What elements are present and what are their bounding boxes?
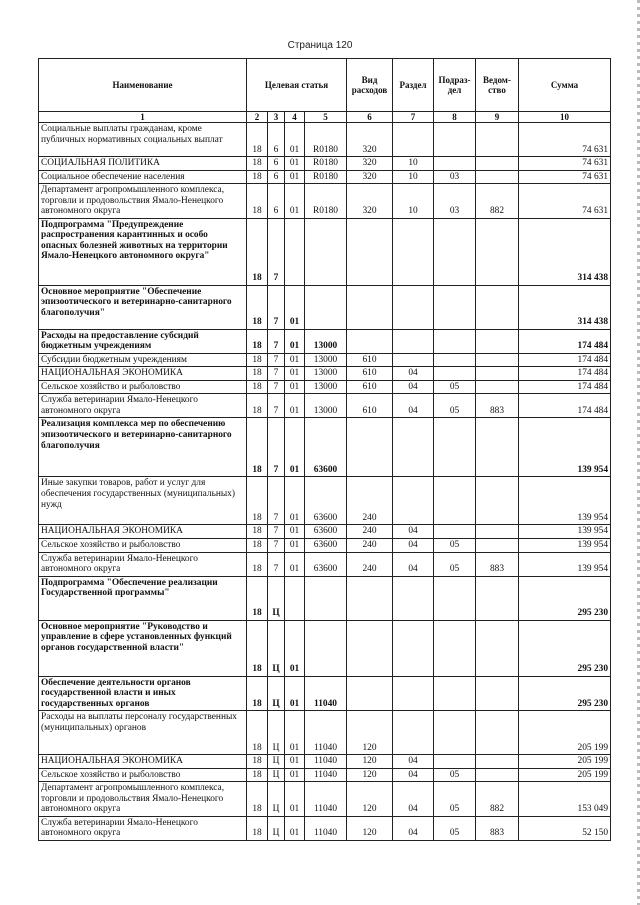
department-code [476, 525, 519, 539]
table-row [39, 576, 611, 620]
expense-type: 320 [347, 170, 393, 184]
target-code-part [305, 218, 347, 285]
target-code-part: 7 [268, 218, 285, 285]
target-code-part: 18 [247, 477, 268, 525]
table-row [39, 525, 611, 539]
table-row [39, 184, 611, 219]
row-name: Департамент агропромышленного комплекса, торговли и продовольствия Ямало-Ненецкого автономного округа [39, 184, 247, 219]
row-name: Сельское хозяйство и рыболовство [39, 768, 247, 782]
department-code [476, 768, 519, 782]
target-code-part [285, 576, 305, 620]
expense-type: 320 [347, 123, 393, 157]
row-sum: 139 954 [519, 538, 611, 552]
department-code [476, 538, 519, 552]
section-code: 10 [393, 157, 434, 171]
table-row [39, 782, 611, 817]
row-name: Подпрограмма "Предупреждение распространения карантинных и особо опасных болезней животных на территории Ямало-Ненецкого автономного округа" [39, 218, 247, 285]
row-name: Сельское хозяйство и рыболовство [39, 380, 247, 394]
subsection-code [434, 477, 476, 525]
department-code: 882 [476, 184, 519, 219]
row-sum: 139 954 [519, 552, 611, 576]
subsection-code [434, 620, 476, 676]
target-code-part: R0180 [305, 170, 347, 184]
row-name: Основное мероприятие "Руководство и управление в сфере установленных функций органов государственной власти" [39, 620, 247, 676]
department-code [476, 353, 519, 367]
row-sum: 205 199 [519, 755, 611, 769]
section-code: 04 [393, 538, 434, 552]
table-row [39, 418, 611, 477]
target-code-part: 01 [285, 353, 305, 367]
department-code [476, 755, 519, 769]
expense-type [347, 620, 393, 676]
table-row [39, 218, 611, 285]
subsection-code [434, 123, 476, 157]
target-code-part: 18 [247, 576, 268, 620]
department-code [476, 170, 519, 184]
target-code-part: 01 [285, 538, 305, 552]
row-sum: 74 631 [519, 170, 611, 184]
subsection-code [434, 711, 476, 755]
target-code-part: 01 [285, 768, 305, 782]
target-code-part: 18 [247, 285, 268, 329]
subsection-code [434, 157, 476, 171]
section-code [393, 711, 434, 755]
table-row [39, 394, 611, 418]
target-code-part: 01 [285, 170, 305, 184]
target-code-part [305, 285, 347, 329]
table-row [39, 711, 611, 755]
row-name: Служба ветеринарии Ямало-Ненецкого автономного округа [39, 816, 247, 840]
target-code-part: 6 [268, 157, 285, 171]
row-name: Расходы на предоставление субсидий бюджетным учреждениям [39, 329, 247, 353]
subsection-code: 05 [434, 394, 476, 418]
expense-type: 610 [347, 353, 393, 367]
row-name: Сельское хозяйство и рыболовство [39, 538, 247, 552]
target-code-part: 01 [285, 755, 305, 769]
table-row [39, 157, 611, 171]
subsection-code [434, 418, 476, 477]
department-code [476, 711, 519, 755]
row-name: Служба ветеринарии Ямало-Ненецкого автономного округа [39, 552, 247, 576]
subsection-code [434, 525, 476, 539]
subsection-code: 05 [434, 380, 476, 394]
row-sum: 205 199 [519, 768, 611, 782]
target-code-part: Ц [268, 576, 285, 620]
target-code-part: 6 [268, 123, 285, 157]
row-sum: 74 631 [519, 184, 611, 219]
row-name: Основное мероприятие "Обеспечение эпизоотического и ветеринарно-санитарного благополучия" [39, 285, 247, 329]
department-code [476, 676, 519, 711]
target-code-part: 18 [247, 329, 268, 353]
department-code [476, 620, 519, 676]
row-sum: 174 484 [519, 367, 611, 381]
target-code-part: 01 [285, 394, 305, 418]
target-code-part: 18 [247, 218, 268, 285]
target-code-part: 13000 [305, 394, 347, 418]
col-number: 5 [305, 112, 347, 123]
target-code-part: 18 [247, 620, 268, 676]
target-code-part: 01 [285, 552, 305, 576]
section-code: 10 [393, 170, 434, 184]
target-code-part: 11040 [305, 782, 347, 817]
section-code: 04 [393, 367, 434, 381]
target-code-part: 18 [247, 782, 268, 817]
target-code-part: 01 [285, 711, 305, 755]
target-code-part: 18 [247, 538, 268, 552]
row-sum: 295 230 [519, 620, 611, 676]
expense-type: 610 [347, 367, 393, 381]
row-sum: 153 049 [519, 782, 611, 817]
section-code: 04 [393, 782, 434, 817]
col-number: 8 [434, 112, 476, 123]
table-row [39, 353, 611, 367]
table-row [39, 552, 611, 576]
row-name: Социальные выплаты гражданам, кроме публичных нормативных социальных выплат [39, 123, 247, 157]
target-code-part: Ц [268, 620, 285, 676]
table-row [39, 768, 611, 782]
expense-type: 320 [347, 157, 393, 171]
table-row [39, 538, 611, 552]
target-code-part: 01 [285, 184, 305, 219]
table-row [39, 329, 611, 353]
expense-type: 120 [347, 711, 393, 755]
target-code-part: 7 [268, 380, 285, 394]
col-number: 7 [393, 112, 434, 123]
expense-type: 120 [347, 816, 393, 840]
column-number-row [39, 112, 611, 123]
expense-type: 120 [347, 755, 393, 769]
table-row [39, 755, 611, 769]
target-code-part: 18 [247, 768, 268, 782]
col-header-target: Целевая статья [247, 59, 347, 112]
section-code [393, 218, 434, 285]
col-header-summa: Сумма [519, 59, 611, 112]
target-code-part: 7 [268, 285, 285, 329]
department-code [476, 380, 519, 394]
subsection-code [434, 755, 476, 769]
subsection-code [434, 218, 476, 285]
target-code-part: 01 [285, 676, 305, 711]
target-code-part: 11040 [305, 676, 347, 711]
col-number: 6 [347, 112, 393, 123]
target-code-part: 01 [285, 123, 305, 157]
row-sum: 74 631 [519, 123, 611, 157]
table-row [39, 477, 611, 525]
row-name: Иные закупки товаров, работ и услуг для обеспечения государственных (муниципальных) нужд [39, 477, 247, 525]
target-code-part: 11040 [305, 711, 347, 755]
expense-type [347, 676, 393, 711]
target-code-part: 7 [268, 394, 285, 418]
row-name: НАЦИОНАЛЬНАЯ ЭКОНОМИКА [39, 367, 247, 381]
row-name: Подпрограмма "Обеспечение реализации Государственной программы" [39, 576, 247, 620]
target-code-part: Ц [268, 782, 285, 817]
row-sum: 314 438 [519, 218, 611, 285]
section-code: 04 [393, 768, 434, 782]
target-code-part: Ц [268, 768, 285, 782]
target-code-part: 11040 [305, 768, 347, 782]
expense-type: 120 [347, 782, 393, 817]
target-code-part: 18 [247, 711, 268, 755]
expense-type: 240 [347, 552, 393, 576]
department-code [476, 418, 519, 477]
section-code [393, 477, 434, 525]
section-code [393, 620, 434, 676]
subsection-code [434, 285, 476, 329]
department-code: 882 [476, 782, 519, 817]
target-code-part: 01 [285, 418, 305, 477]
target-code-part: 7 [268, 525, 285, 539]
expense-type: 240 [347, 525, 393, 539]
expense-type [347, 218, 393, 285]
expense-type [347, 576, 393, 620]
department-code [476, 123, 519, 157]
table-row [39, 816, 611, 840]
row-sum: 74 631 [519, 157, 611, 171]
target-code-part: 11040 [305, 755, 347, 769]
row-sum: 139 954 [519, 525, 611, 539]
section-code [393, 353, 434, 367]
target-code-part: 63600 [305, 552, 347, 576]
row-sum: 174 484 [519, 353, 611, 367]
col-header-vid: Вид расходов [347, 59, 393, 112]
target-code-part: 13000 [305, 367, 347, 381]
row-name: Реализация комплекса мер по обеспечению эпизоотического и ветеринарно-санитарного благополучия [39, 418, 247, 477]
department-code: 883 [476, 552, 519, 576]
expense-type [347, 329, 393, 353]
target-code-part: 18 [247, 123, 268, 157]
target-code-part: 18 [247, 394, 268, 418]
target-code-part: 18 [247, 380, 268, 394]
table-row [39, 676, 611, 711]
target-code-part: 18 [247, 184, 268, 219]
col-header-podrazdel: Подраз-дел [434, 59, 476, 112]
subsection-code: 03 [434, 184, 476, 219]
section-code: 04 [393, 380, 434, 394]
subsection-code [434, 676, 476, 711]
section-code [393, 418, 434, 477]
subsection-code: 03 [434, 170, 476, 184]
table-row [39, 367, 611, 381]
department-code [476, 477, 519, 525]
page-number-header: Страница 120 [287, 40, 353, 51]
row-sum: 295 230 [519, 576, 611, 620]
target-code-part [305, 620, 347, 676]
row-name: СОЦИАЛЬНАЯ ПОЛИТИКА [39, 157, 247, 171]
expense-type [347, 285, 393, 329]
col-header-razdel: Раздел [393, 59, 434, 112]
target-code-part: 13000 [305, 329, 347, 353]
row-sum: 139 954 [519, 477, 611, 525]
department-code [476, 285, 519, 329]
target-code-part: Ц [268, 816, 285, 840]
section-code: 10 [393, 184, 434, 219]
col-number: 2 [247, 112, 268, 123]
expense-type: 240 [347, 538, 393, 552]
target-code-part: 18 [247, 157, 268, 171]
col-number: 3 [268, 112, 285, 123]
department-code [476, 367, 519, 381]
row-sum: 139 954 [519, 418, 611, 477]
target-code-part: 7 [268, 353, 285, 367]
target-code-part: 13000 [305, 353, 347, 367]
section-code: 04 [393, 394, 434, 418]
col-number: 10 [519, 112, 611, 123]
section-code [393, 285, 434, 329]
header-row [39, 59, 611, 112]
department-code [476, 157, 519, 171]
row-name: Служба ветеринарии Ямало-Ненецкого автономного округа [39, 394, 247, 418]
subsection-code: 05 [434, 816, 476, 840]
target-code-part: 18 [247, 418, 268, 477]
target-code-part: 01 [285, 329, 305, 353]
target-code-part: 18 [247, 353, 268, 367]
col-header-vedomstvo: Ведом-ство [476, 59, 519, 112]
row-name: Расходы на выплаты персоналу государственных (муниципальных) органов [39, 711, 247, 755]
table-row [39, 285, 611, 329]
target-code-part: 7 [268, 552, 285, 576]
row-sum: 205 199 [519, 711, 611, 755]
target-code-part: 11040 [305, 816, 347, 840]
target-code-part: 18 [247, 170, 268, 184]
target-code-part: 18 [247, 676, 268, 711]
target-code-part: 18 [247, 552, 268, 576]
target-code-part: 01 [285, 157, 305, 171]
department-code [476, 329, 519, 353]
target-code-part: 01 [285, 367, 305, 381]
section-code [393, 676, 434, 711]
col-number: 1 [39, 112, 247, 123]
target-code-part: 01 [285, 782, 305, 817]
subsection-code: 05 [434, 552, 476, 576]
row-name: Департамент агропромышленного комплекса, торговли и продовольствия Ямало-Ненецкого автономного округа [39, 782, 247, 817]
target-code-part: 7 [268, 477, 285, 525]
row-sum: 174 484 [519, 394, 611, 418]
target-code-part: 63600 [305, 538, 347, 552]
expense-type [347, 418, 393, 477]
target-code-part: R0180 [305, 184, 347, 219]
expense-type: 610 [347, 394, 393, 418]
target-code-part: 18 [247, 816, 268, 840]
department-code [476, 218, 519, 285]
table-row [39, 170, 611, 184]
target-code-part: 01 [285, 816, 305, 840]
section-code: 04 [393, 552, 434, 576]
col-number: 9 [476, 112, 519, 123]
target-code-part: 01 [285, 525, 305, 539]
target-code-part: R0180 [305, 157, 347, 171]
table-row [39, 123, 611, 157]
row-sum: 314 438 [519, 285, 611, 329]
target-code-part: 7 [268, 367, 285, 381]
target-code-part: 13000 [305, 380, 347, 394]
row-name: Социальное обеспечение населения [39, 170, 247, 184]
subsection-code [434, 576, 476, 620]
target-code-part: 7 [268, 418, 285, 477]
target-code-part: 18 [247, 525, 268, 539]
subsection-code: 05 [434, 782, 476, 817]
table-row [39, 620, 611, 676]
department-code: 883 [476, 816, 519, 840]
department-code [476, 576, 519, 620]
target-code-part: 63600 [305, 525, 347, 539]
row-sum: 174 484 [519, 329, 611, 353]
subsection-code: 05 [434, 768, 476, 782]
target-code-part: Ц [268, 711, 285, 755]
expense-type: 240 [347, 477, 393, 525]
row-name: Субсидии бюджетным учреждениям [39, 353, 247, 367]
target-code-part: 7 [268, 329, 285, 353]
section-code: 04 [393, 816, 434, 840]
target-code-part: 18 [247, 367, 268, 381]
target-code-part: 63600 [305, 477, 347, 525]
subsection-code [434, 353, 476, 367]
target-code-part [285, 218, 305, 285]
section-code [393, 123, 434, 157]
target-code-part: Ц [268, 676, 285, 711]
subsection-code [434, 367, 476, 381]
row-name: НАЦИОНАЛЬНАЯ ЭКОНОМИКА [39, 525, 247, 539]
target-code-part: 63600 [305, 418, 347, 477]
target-code-part: 01 [285, 620, 305, 676]
row-name: Обеспечение деятельности органов государственной власти и иных государственных органов [39, 676, 247, 711]
target-code-part: Ц [268, 755, 285, 769]
target-code-part: 01 [285, 380, 305, 394]
section-code [393, 329, 434, 353]
department-code: 883 [476, 394, 519, 418]
target-code-part: R0180 [305, 123, 347, 157]
section-code: 04 [393, 525, 434, 539]
target-code-part: 7 [268, 538, 285, 552]
section-code: 04 [393, 755, 434, 769]
target-code-part: 18 [247, 755, 268, 769]
row-sum: 52 150 [519, 816, 611, 840]
section-code [393, 576, 434, 620]
budget-table [38, 58, 611, 841]
expense-type: 610 [347, 380, 393, 394]
target-code-part: 6 [268, 184, 285, 219]
row-name: НАЦИОНАЛЬНАЯ ЭКОНОМИКА [39, 755, 247, 769]
target-code-part [305, 576, 347, 620]
subsection-code: 05 [434, 538, 476, 552]
target-code-part: 01 [285, 285, 305, 329]
subsection-code [434, 329, 476, 353]
expense-type: 120 [347, 768, 393, 782]
expense-type: 320 [347, 184, 393, 219]
col-number: 4 [285, 112, 305, 123]
target-code-part: 6 [268, 170, 285, 184]
row-sum: 295 230 [519, 676, 611, 711]
row-sum: 174 484 [519, 380, 611, 394]
table-row [39, 380, 611, 394]
target-code-part: 01 [285, 477, 305, 525]
col-header-name: Наименование [39, 59, 247, 112]
